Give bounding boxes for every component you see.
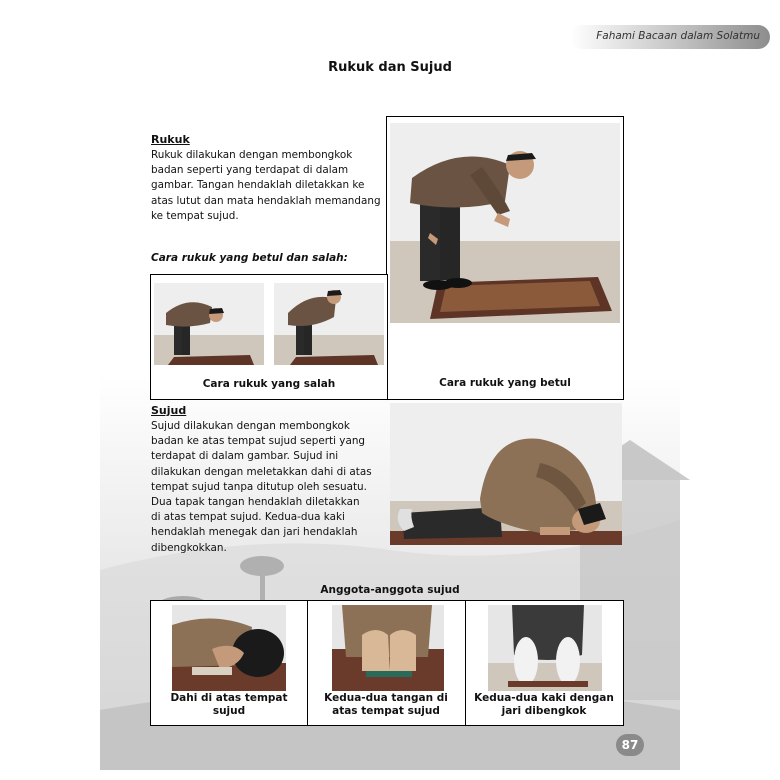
sujud-line: tempat sujud tanpa ditutup oleh sesuatu. [151,480,367,493]
member-hands-photo [332,605,444,691]
rukuk-main-box [386,116,624,400]
sujud-line: Dua tapak tangan hendaklah diletakkan [151,496,360,509]
rukuk-wrong-box [150,274,388,400]
sujud-line: dilakukan dengan meletakkan dahi di atas [151,465,372,478]
right-caption: Cara rukuk yang betul [439,377,571,389]
sujud-line: hendaklah menegak dan jari hendaklah [151,526,358,539]
member-caption: Dahi di atas tempat sujud [170,692,288,717]
rukuk-wrong-photo-2 [274,283,384,365]
member-forehead-photo [172,605,286,691]
rukuk-correct-photo [390,123,620,323]
chapter-header-tab [570,25,770,49]
rukuk-line: badan seperti yang terdapat di dalam [151,164,349,177]
rukuk-compare-heading: Cara rukuk yang betul dan salah: [151,252,348,264]
sujud-members-box [150,600,624,726]
member-caption: Kedua-dua kaki dengan jari dibengkok [474,692,614,717]
rukuk-line: gambar. Tangan hendaklah diletakkan ke [151,179,365,192]
member-caption: Kedua-dua tangan di atas tempat sujud [324,692,448,717]
sujud-line: di atas tempat sujud. Kedua-dua kaki [151,511,345,524]
sujud-line: Sujud dilakukan dengan membongkok [151,420,350,432]
rukuk-line: ke tempat sujud. [151,209,239,222]
rukuk-line: Rukuk dilakukan dengan membongkok [151,149,353,161]
rukuk-line: atas lutut dan mata hendaklah memandang [151,194,381,207]
sujud-photo [390,403,622,545]
chapter-header-text: Fahami Bacaan dalam Solatmu [596,30,760,42]
wrong-caption: Cara rukuk yang salah [202,378,336,390]
rukuk-wrong-photo-1 [154,283,264,365]
member-feet-photo [488,605,602,691]
page-number: 87 [616,734,644,756]
page-title: Rukuk dan Sujud [328,60,452,75]
rukuk-paragraph [151,148,386,224]
sujud-line: terdapat di dalam gambar. Sujud ini [151,450,339,463]
rukuk-heading: Rukuk [151,133,190,146]
members-heading: Anggota-anggota sujud [320,584,460,596]
sujud-paragraph [151,419,386,556]
sujud-line: dibengkokkan. [151,541,227,554]
sujud-heading: Sujud [151,404,187,417]
sujud-line: badan ke atas tempat sujud seperti yang [151,435,366,448]
